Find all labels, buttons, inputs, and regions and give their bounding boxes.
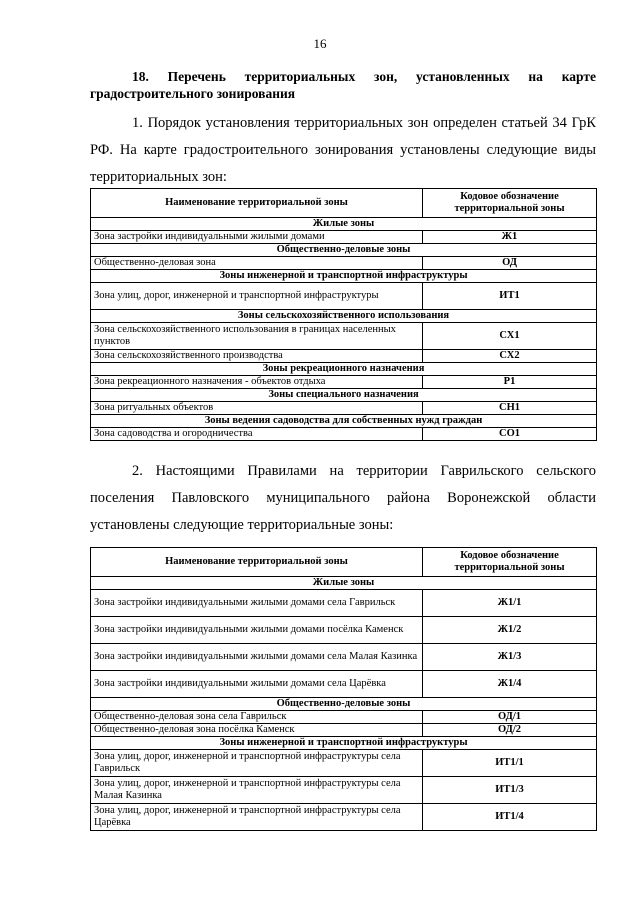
table-row	[91, 402, 597, 415]
table-header-row	[91, 548, 597, 577]
section-row	[91, 218, 597, 231]
section-title: Зоны инженерной и транспортной инфраструктуры	[91, 270, 597, 283]
table-row	[91, 428, 597, 441]
table-row	[91, 231, 597, 244]
zone-code-cell: ИТ1/3	[423, 777, 597, 804]
header-zone-name: Наименование территориальной зоны	[91, 548, 423, 577]
table-row	[91, 804, 597, 831]
table-row	[91, 777, 597, 804]
section-row	[91, 415, 597, 428]
section-row	[91, 270, 597, 283]
section-row	[91, 389, 597, 402]
section-row	[91, 577, 597, 590]
zone-code-cell: СО1	[423, 428, 597, 441]
zone-code-cell: ОД/1	[423, 711, 597, 724]
section-row	[91, 698, 597, 711]
section-title: Зоны ведения садоводства для собственных нужд граждан	[91, 415, 597, 428]
zone-name-cell: Зона улиц, дорог, инженерной и транспортной инфраструктуры села Малая Казинка	[91, 777, 423, 804]
zone-name-cell: Зона ритуальных объектов	[91, 402, 423, 415]
zone-name-cell: Зона застройки индивидуальными жилыми домами посёлка Каменск	[91, 617, 423, 644]
section-title: Зоны специального назначения	[91, 389, 597, 402]
zone-name-cell: Зона рекреационного назначения - объектов отдыха	[91, 376, 423, 389]
table-row	[91, 711, 597, 724]
zone-name-cell: Зона садоводства и огородничества	[91, 428, 423, 441]
zone-name-cell: Общественно-деловая зона	[91, 257, 423, 270]
zone-name-cell: Общественно-деловая зона села Гаврильск	[91, 711, 423, 724]
section-heading: 18. Перечень территориальных зон, установленных на карте градостроительного зонирования	[90, 69, 596, 101]
section-row	[91, 244, 597, 257]
zone-name-cell: Зона улиц, дорог, инженерной и транспортной инфраструктуры села Гаврильск	[91, 750, 423, 777]
section-title: Зоны рекреационного назначения	[91, 363, 597, 376]
table-row	[91, 283, 597, 310]
zone-name-cell: Зона застройки индивидуальными жилыми домами села Гаврильск	[91, 590, 423, 617]
zone-code-cell: СН1	[423, 402, 597, 415]
table-row	[91, 376, 597, 389]
zones-table-2	[90, 547, 597, 831]
zone-code-cell: СХ2	[423, 350, 597, 363]
zone-name-cell: Зона застройки индивидуальными жилыми домами села Царёвка	[91, 671, 423, 698]
zone-code-cell: Ж1/4	[423, 671, 597, 698]
table-row	[91, 671, 597, 698]
table-row	[91, 323, 597, 350]
zone-name-cell: Общественно-деловая зона посёлка Каменск	[91, 724, 423, 737]
zones-table-1	[90, 188, 597, 441]
zone-name-cell: Зона сельскохозяйственного использования в границах населенных пунктов	[91, 323, 423, 350]
zone-code-cell: ИТ1/4	[423, 804, 597, 831]
zone-code-cell: СХ1	[423, 323, 597, 350]
zone-name-cell: Зона застройки индивидуальными жилыми домами села Малая Казинка	[91, 644, 423, 671]
table-row	[91, 350, 597, 363]
section-title: Жилые зоны	[91, 218, 597, 231]
table-row	[91, 750, 597, 777]
section-row	[91, 737, 597, 750]
zone-code-cell: Р1	[423, 376, 597, 389]
section-title: Жилые зоны	[91, 577, 597, 590]
header-zone-name: Наименование территориальной зоны	[91, 189, 423, 218]
section-title: Общественно-деловые зоны	[91, 244, 597, 257]
zone-code-cell: ИТ1/1	[423, 750, 597, 777]
table-row	[91, 590, 597, 617]
zone-name-cell: Зона сельскохозяйственного производства	[91, 350, 423, 363]
header-zone-code: Кодовое обозначение территориальной зоны	[423, 189, 597, 218]
page-number: 16	[313, 36, 327, 51]
zone-code-cell: Ж1/2	[423, 617, 597, 644]
table-row	[91, 257, 597, 270]
zone-code-cell: ОД	[423, 257, 597, 270]
table-row	[91, 617, 597, 644]
zone-name-cell: Зона улиц, дорог, инженерной и транспортной инфраструктуры села Царёвка	[91, 804, 423, 831]
zone-name-cell: Зона застройки индивидуальными жилыми домами	[91, 231, 423, 244]
zone-code-cell: Ж1/3	[423, 644, 597, 671]
table-row	[91, 724, 597, 737]
section-title: Общественно-деловые зоны	[91, 698, 597, 711]
paragraph-2: 2. Настоящими Правилами на территории Гаврильского сельского поселения Павловского муниципального района Воронежской области установлены следующие территориальные зоны:	[90, 463, 596, 533]
section-title: Зоны сельскохозяйственного использования	[91, 310, 597, 323]
section-row	[91, 363, 597, 376]
zone-code-cell: Ж1/1	[423, 590, 597, 617]
table-row	[91, 644, 597, 671]
section-title: Зоны инженерной и транспортной инфраструктуры	[91, 737, 597, 750]
zone-name-cell: Зона улиц, дорог, инженерной и транспортной инфраструктуры	[91, 283, 423, 310]
zone-code-cell: Ж1	[423, 231, 597, 244]
zone-code-cell: ИТ1	[423, 283, 597, 310]
header-zone-code: Кодовое обозначение территориальной зоны	[423, 548, 597, 577]
section-row	[91, 310, 597, 323]
table-header-row	[91, 189, 597, 218]
zone-code-cell: ОД/2	[423, 724, 597, 737]
paragraph-1: 1. Порядок установления территориальных зон определен статьей 34 ГрК РФ. На карте градостроительного зонирования установлены следующие виды территориальных зон:	[90, 115, 596, 185]
